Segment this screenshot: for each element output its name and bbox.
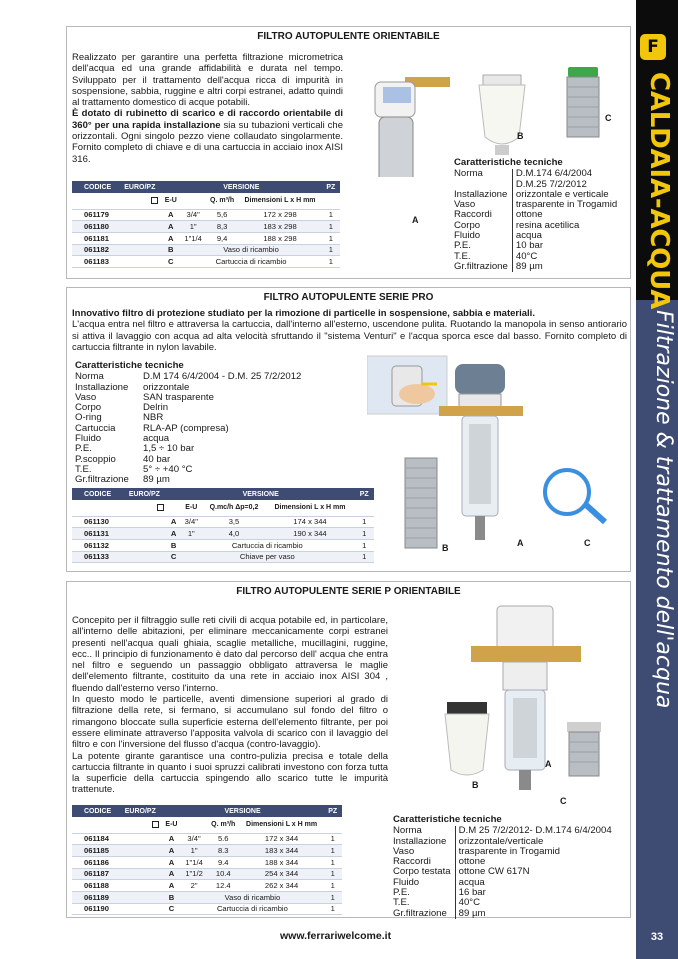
spec-row: Norma D.M.174 6/4/2004 D.M.25 7/2/2012 [454, 168, 593, 190]
product-images [367, 354, 627, 564]
spec-row: Installazione orizzontale e verticale [454, 188, 609, 200]
spec-row: Cartuccia RLA-AP (compresa) [75, 422, 229, 434]
spec-row: Gr.filtrazione 89 µm [75, 474, 170, 486]
spec-row: Installazione orizzontale/verticale [393, 835, 544, 847]
filter-a-image [471, 606, 581, 790]
description [72, 308, 627, 353]
technical-specs [393, 815, 614, 919]
col-pz: PZ [322, 181, 340, 193]
label-b: B [442, 543, 449, 553]
sub-q: Q. m³/h [207, 817, 240, 833]
table-row: 061189 B Vaso di ricambio 1 [72, 891, 342, 903]
checkbox-icon [157, 504, 164, 511]
spec-row: O-ring NBR [75, 412, 164, 424]
filter-c-image [567, 67, 599, 137]
description-text: Realizzato per garantire una perfetta filtrazione micrometrica dell'acqua ed una grande affidabilità e durata nel tempo. Sviluppato per il trattamento dell'acqua ricca di impurità in sospensione, sabbia, ruggine e altri corpi estranei, adatto quindi al trattamento domestico di acque potabili. [72, 52, 343, 109]
section-title: FILTRO AUTOPULENTE SERIE PRO [263, 292, 434, 303]
col-versione: VERSIONE [162, 805, 324, 817]
table-row: 061181 A 1"1/4 9,4 188 x 298 1 [72, 232, 340, 244]
table-row: 061188 A 2" 12.4 262 x 344 1 [72, 880, 342, 892]
sub-eu: E-U [161, 193, 181, 209]
table-row: 061184 A 3/4" 5.6 172 x 344 1 [72, 833, 342, 845]
table-row: 061185 A 1" 8.3 183 x 344 1 [72, 845, 342, 857]
col-versione: VERSIONE [161, 181, 322, 193]
technical-specs [75, 361, 303, 486]
footer-url[interactable]: www.ferrariwelcome.it [280, 930, 392, 942]
technical-specs [454, 158, 622, 272]
description-text-3: La potente girante garantisce una contro-pulizia precisa e totale della cartuccia filtrante in quanto i suoi spruzzi calibrati investono con forza tutta la superficie della cartuccia spingendo allo scarico tutte le impurità trattenute. [72, 750, 388, 796]
section-serie-pro [66, 287, 631, 572]
label-c: C [605, 113, 612, 123]
section-filtro-orientabile [66, 26, 631, 279]
spec-title: Caratteristiche tecniche [393, 814, 502, 825]
col-versione: VERSIONE [167, 488, 354, 500]
col-codice: CODICE [72, 488, 122, 500]
description-text-2: sia su tubazioni verticali che orizzontali. Ogni singolo pezzo viene collaudato singolarmente. Fornito completo di chiave e di una cartuccia in acciaio inox AISI 316. [72, 119, 343, 165]
col-euro: EURO/PZ [119, 805, 162, 817]
spec-row: P.E. 1,5 ÷ 10 bar [75, 443, 195, 455]
table-row: 061133 C Chiave per vaso 1 [72, 551, 374, 563]
sub-eu: E-U [180, 500, 202, 516]
table-row: 061183 C Cartuccia di ricambio 1 [72, 256, 340, 268]
col-codice: CODICE [72, 805, 119, 817]
table-row: 061187 A 1"1/2 10.4 254 x 344 1 [72, 868, 342, 880]
section-title: FILTRO AUTOPULENTE SERIE P ORIENTABILE [236, 586, 461, 597]
cartridge-b-image [405, 458, 437, 548]
spec-row: Vaso trasparente in Trogamid [393, 845, 560, 857]
filter-b-image [479, 75, 525, 155]
spec-row: Vaso trasparente in Trogamid [454, 199, 618, 211]
spec-title: Caratteristiche tecniche [75, 360, 184, 371]
filter-a-image [375, 77, 450, 177]
label-a: A [545, 759, 552, 769]
col-pz: PZ [354, 488, 374, 500]
section-title: FILTRO AUTOPULENTE ORIENTABILE [257, 31, 440, 42]
table-row: 061131 A 1" 4,0 190 x 344 1 [72, 528, 374, 540]
spec-row: Raccordi ottone [454, 209, 543, 221]
sub-eu: E-U [162, 817, 182, 833]
page-number: 33 [650, 931, 664, 943]
col-euro: EURO/PZ [119, 181, 161, 193]
table-row: 061182 B Vaso di ricambio 1 [72, 244, 340, 256]
usage-photo [367, 356, 447, 414]
sub-q: Q. m³/h [206, 193, 239, 209]
label-a: A [517, 538, 524, 548]
table-row: 061180 A 1" 8,3 183 x 298 1 [72, 221, 340, 233]
description [72, 615, 388, 796]
spec-title: Caratteristiche tecniche [454, 157, 563, 168]
col-euro: EURO/PZ [122, 488, 167, 500]
spec-row: T.E. 5° ÷ +40 °C [75, 463, 193, 475]
filter-a-image [439, 364, 523, 540]
col-codice: CODICE [72, 181, 119, 193]
side-bar [636, 0, 678, 959]
product-images [355, 37, 635, 177]
key-c-image [545, 470, 605, 522]
description-bold: È dotato di rubinetto di scarico e di raccordo orientabile di 360° per una rapida installazione [72, 108, 343, 131]
description-lead: Innovativo filtro di protezione studiato per la rimozione di particelle in sospensione, sabbia e materiali. [72, 308, 535, 319]
spec-row: Corpo Delrin [75, 402, 169, 414]
category-subtitle: Filtrazione & trattamento dell'acqua [651, 310, 676, 709]
checkbox-icon [151, 197, 158, 204]
spec-row: Corpo resina acetilica [454, 219, 580, 231]
spec-row: P.E. 16 bar [393, 887, 486, 899]
spec-row: Raccordi ottone [393, 856, 486, 868]
checkbox-icon [152, 821, 159, 828]
description-text-1: Concepito per il filtraggio sulle reti civili di acqua potabile ed, in particolare, all'interno delle abitazioni, per eliminare meccanicamente corpi estranei presenti nell'acqua quali ghiaia, scaglie metalliche, mucillagini, ruggine, ecc.. Il principio di funzionamento è dato dal percorso dell' acqua che entra nel filtro e seguendo un passaggio obbligato attraversa le maglie dell'elemento filtrante, costituito da una rete in acciaio inox AISI 304 , fluendo dall'esterno verso l'interno. [72, 615, 388, 694]
spec-row: Fluido acqua [454, 230, 542, 242]
table-row: 061186 A 1"1/4 9.4 188 x 344 1 [72, 856, 342, 868]
product-images [407, 602, 627, 802]
sub-dim: Dimensioni L x H mm [266, 500, 355, 516]
product-table [72, 805, 342, 915]
description [72, 52, 343, 165]
table-row: 061190 C Cartuccia di ricambio 1 [72, 903, 342, 915]
spec-row: Vaso SAN trasparente [75, 391, 214, 403]
col-pz: PZ [324, 805, 343, 817]
sub-dim: Dimensioni L x H mm [240, 817, 324, 833]
brand-logo-icon: F [640, 34, 666, 60]
table-row: 061179 A 3/4" 5,6 172 x 298 1 [72, 209, 340, 221]
spec-row: P.E. 10 bar [454, 240, 544, 252]
spec-row: Installazione orizzontale [75, 381, 190, 393]
spec-row: T.E. 40°C [393, 897, 481, 909]
table-row: 061130 A 3/4" 3,5 174 x 344 1 [72, 516, 374, 528]
label-a: A [412, 215, 419, 225]
cartridge-c-image [567, 722, 601, 776]
label-c: C [560, 796, 567, 806]
spec-row: Norma D.M 25 7/2/2012- D.M.174 6/4/2004 [393, 825, 612, 837]
spec-row: P.scoppio 40 bar [75, 453, 171, 465]
spec-row: Gr.filtrazione 89 µm [393, 907, 486, 919]
table-row: 061132 B Cartuccia di ricambio 1 [72, 539, 374, 551]
spec-row: T.E. 40°C [454, 250, 538, 262]
spec-row: Gr.filtrazione 89 µm [454, 260, 543, 272]
spec-row: Fluido acqua [393, 876, 485, 888]
label-b: B [517, 131, 524, 141]
description-text: L'acqua entra nel filtro e attraversa la cartuccia, dall'interno all'esterno, uscendone pulita. Ruotando la manopola in senso antiorario si attiva il lavaggio con acqua ad alta velocità sfruttando il "sistema Venturi" e l'acqua sporca esce dal basso. Fornito completo di cartuccia filtrante in nylon lavabile. [72, 319, 627, 353]
label-c: C [584, 538, 591, 548]
spec-row: Fluido acqua [75, 433, 170, 445]
sub-dim: Dimensioni L x H mm [238, 193, 321, 209]
vase-b-image [445, 702, 489, 775]
product-table [72, 181, 340, 268]
description-text-2: In questo modo le particelle, aventi dimensione superiori al grado di filtrazione della rete, si fermano, si accumulano sul fondo del filtro o rimangono bloccate sulla superficie esterna dell'elemento filtrante, per poi essere eliminate attraverso l'apposita valvola di scarico con il lavaggio del filtro e con l'inversione del flusso d'acqua (contro-lavaggio). [72, 694, 388, 751]
sub-q: Q.mc/h Δp=0,2 [202, 500, 265, 516]
product-table [72, 488, 374, 563]
spec-row: Corpo testata ottone CW 617N [393, 866, 530, 878]
section-serie-p [66, 581, 631, 918]
spec-row: Norma D.M 174 6/4/2004 - D.M. 25 7/2/2012 [75, 371, 302, 383]
category-label: CALDAIA-ACQUA [644, 72, 674, 310]
label-b: B [472, 780, 479, 790]
